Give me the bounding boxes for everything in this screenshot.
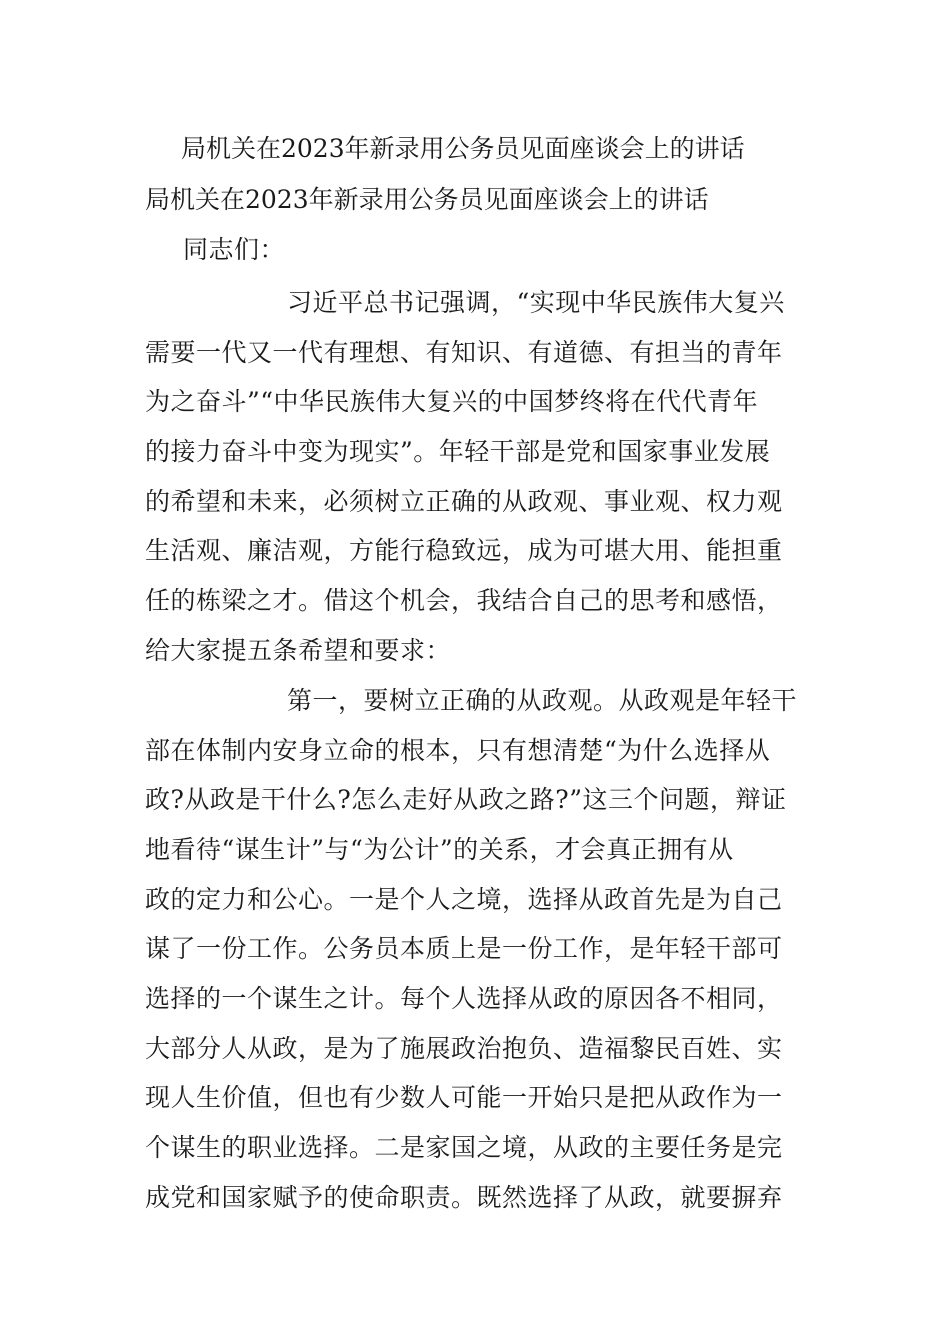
paragraph-line: 现人生价值，但也有少数人可能一开始只是把从政作为一 [145, 1083, 783, 1112]
paragraph-line: 个谋生的职业选择。二是家国之境，从政的主要任务是完 [145, 1133, 783, 1162]
paragraph-line: 选择的一个谋生之计。每个人选择从政的原因各不相同， [145, 984, 783, 1013]
paragraph-line: 政?从政是干什么?怎么走好从政之路?”这三个问题，辩证 [145, 785, 787, 814]
document-title-repeat: 局机关在2023年新录用公务员见面座谈会上的讲话 [145, 185, 709, 214]
document-title: 局机关在2023年新录用公务员见面座谈会上的讲话 [181, 134, 745, 163]
paragraph-line: 习近平总书记强调，“实现中华民族伟大复兴 [287, 288, 785, 317]
paragraph-line: 第一，要树立正确的从政观。从政观是年轻干 [287, 686, 798, 715]
paragraph-line: 需要一代又一代有理想、有知识、有道德、有担当的青年 [145, 338, 783, 367]
paragraph-line: 生活观、廉洁观，方能行稳致远，成为可堪大用、能担重 [145, 536, 783, 565]
paragraph-line: 的希望和未来，必须树立正确的从政观、事业观、权力观 [145, 487, 783, 516]
paragraph-line: 任的栋梁之才。借这个机会，我结合自己的思考和感悟， [145, 586, 783, 615]
paragraph-line: 为之奋斗”“中华民族伟大复兴的中国梦终将在代代青年 [145, 387, 759, 416]
paragraph-line: 给大家提五条希望和要求： [145, 636, 452, 665]
paragraph-line: 成党和国家赋予的使命职责。既然选择了从政，就要摒弃 [145, 1183, 783, 1212]
paragraph-line: 部在体制内安身立命的根本，只有想清楚“为什么选择从 [145, 736, 771, 765]
paragraph-line: 政的定力和公心。一是个人之境，选择从政首先是为自己 [145, 885, 783, 914]
paragraph-line: 谋了一份工作。公务员本质上是一份工作，是年轻干部可 [145, 934, 783, 963]
paragraph-line: 的接力奋斗中变为现实”。年轻干部是党和国家事业发展 [145, 437, 771, 466]
paragraph-line: 大部分人从政，是为了施展政治抱负、造福黎民百姓、实 [145, 1034, 783, 1063]
salutation: 同志们： [183, 235, 286, 264]
paragraph-line: 地看待“谋生计”与“为公计”的关系，才会真正拥有从 [145, 835, 734, 864]
